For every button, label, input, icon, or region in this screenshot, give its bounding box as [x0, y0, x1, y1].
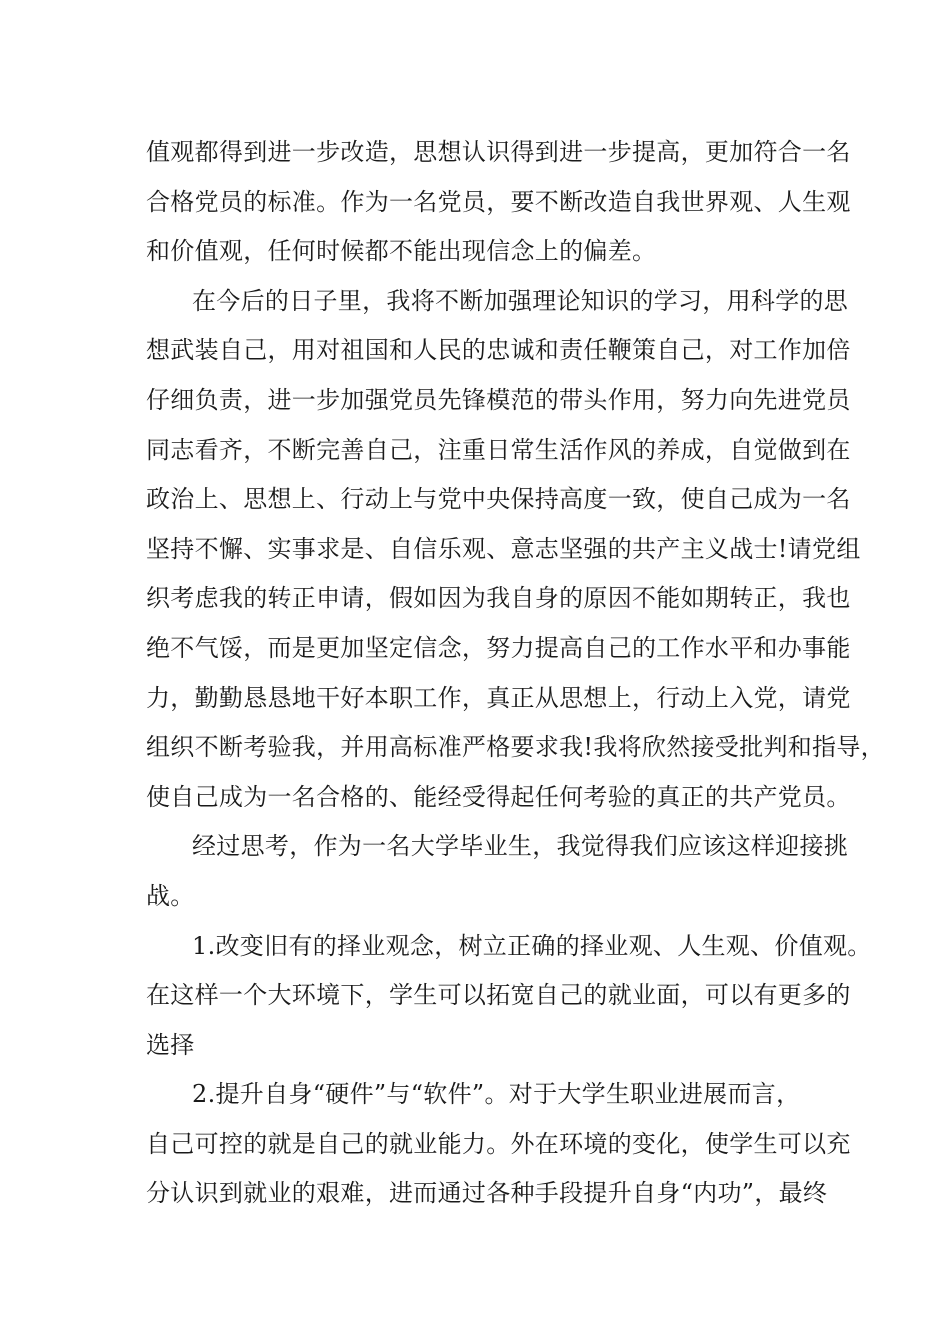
text-line: 政治上、思想上、行动上与党中央保持高度一致，使自己成为一名 — [146, 485, 851, 514]
text-line: 2.提升自身“硬件”与“软件”。对于大学生职业进展而言， — [192, 1080, 801, 1109]
text-line: 组织不断考验我，并用高标准严格要求我!我将欣然接受批判和指导， — [146, 733, 885, 762]
text-line: 合格党员的标准。作为一名党员，要不断改造自我世界观、人生观 — [146, 187, 851, 216]
text-line: 和价值观，任何时候都不能出现信念上的偏差。 — [146, 237, 657, 266]
text-line: 在今后的日子里，我将不断加强理论知识的学习，用科学的思 — [192, 286, 849, 315]
text-line: 仔细负责，进一步加强党员先锋模范的带头作用，努力向先进党员 — [146, 385, 851, 414]
text-line: 1.改变旧有的择业观念，树立正确的择业观、人生观、价值观。 — [192, 931, 872, 960]
document-body — [146, 128, 885, 1219]
text-line: 战。 — [146, 881, 195, 910]
text-line: 想武装自己，用对祖国和人民的忠诚和责任鞭策自己，对工作加倍 — [146, 336, 851, 365]
text-line: 在这样一个大环境下，学生可以拓宽自己的就业面，可以有更多的 — [146, 981, 851, 1010]
text-line: 值观都得到进一步改造，思想认识得到进一步提高，更加符合一名 — [146, 138, 851, 166]
text-line: 选择 — [146, 1030, 195, 1059]
text-line: 使自己成为一名合格的、能经受得起任何考验的真正的共产党员。 — [146, 782, 851, 811]
text-line: 力，勤勤恳恳地干好本职工作，真正从思想上，行动上入党，请党 — [146, 683, 851, 712]
text-line: 经过思考，作为一名大学毕业生，我觉得我们应该这样迎接挑 — [192, 832, 849, 861]
text-line: 织考虑我的转正申请，假如因为我自身的原因不能如期转正，我也 — [146, 584, 851, 613]
text-line: 同志看齐，不断完善自己，注重日常生活作风的养成，自觉做到在 — [146, 435, 851, 464]
text-line: 分认识到就业的艰难，进而通过各种手段提升自身“内功”，最终 — [146, 1179, 828, 1208]
text-line: 坚持不懈、实事求是、自信乐观、意志坚强的共产主义战士!请党组 — [146, 534, 861, 563]
text-line: 自己可控的就是自己的就业能力。外在环境的变化，使学生可以充 — [146, 1129, 851, 1158]
text-line: 绝不气馁，而是更加坚定信念，努力提高自己的工作水平和办事能 — [146, 633, 851, 662]
